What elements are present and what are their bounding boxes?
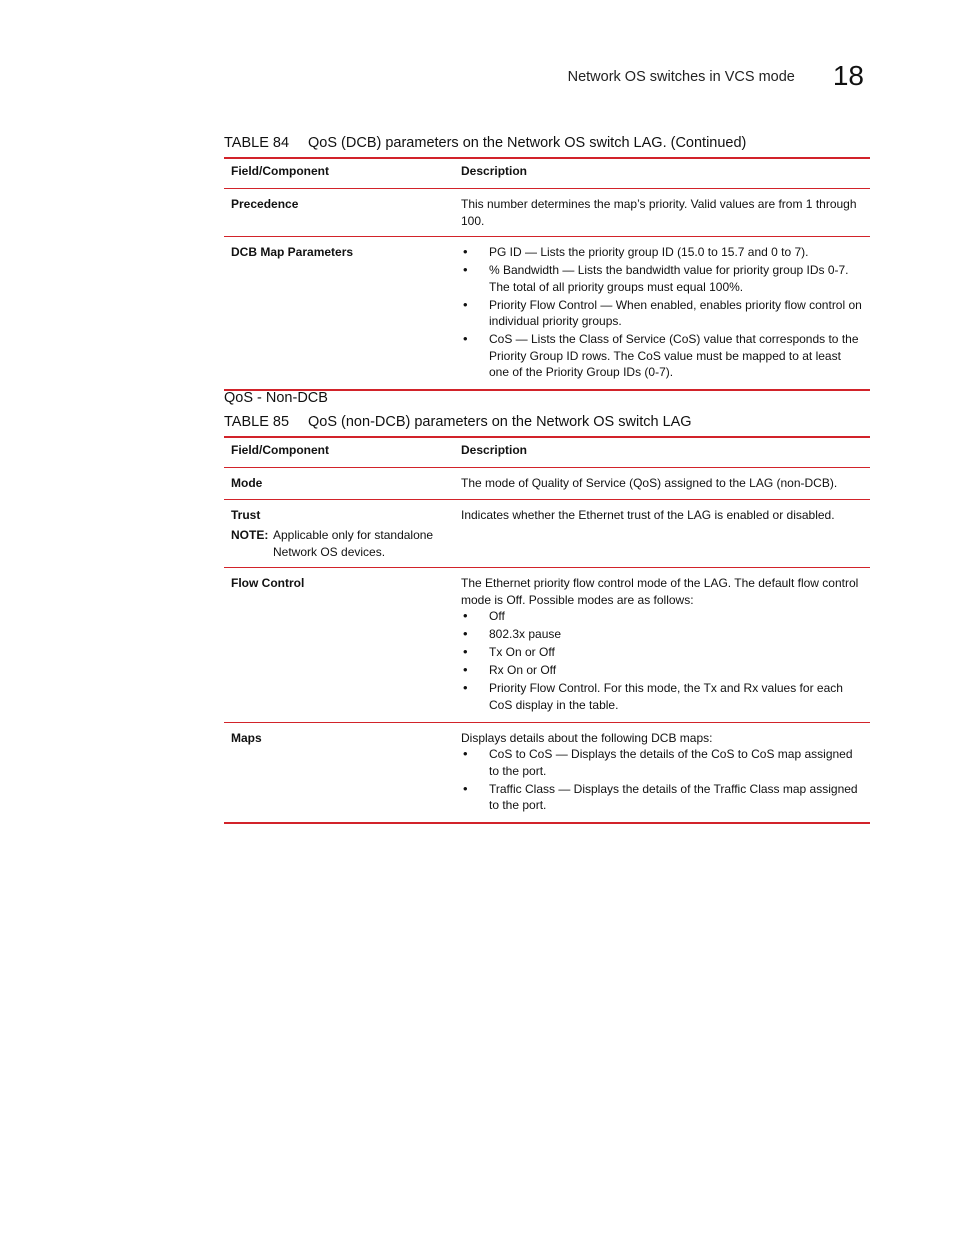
row-description — [454, 722, 870, 823]
table-85-caption — [224, 414, 692, 430]
row-description: This number determines the map’s priority. Valid values are from 1 through 100. — [454, 189, 870, 237]
bullet-icon: • — [463, 244, 468, 259]
list-item — [461, 781, 863, 814]
list-item-text: 802.3x pause — [489, 627, 562, 641]
row-description-intro: The Ethernet priority flow control mode of the LAG. The default flow control mode is Off. Possible modes are as follows: — [461, 576, 859, 607]
bullet-list — [461, 244, 863, 381]
list-item — [461, 262, 863, 295]
table-85 — [224, 436, 870, 824]
table-header-row — [224, 437, 870, 468]
note — [231, 527, 447, 560]
list-item — [461, 680, 863, 713]
row-field-maps: Maps — [224, 722, 454, 823]
table-row — [224, 189, 870, 237]
table-header-row — [224, 158, 870, 189]
table-84 — [224, 157, 870, 391]
column-header-field: Field/Component — [224, 437, 454, 468]
row-description — [454, 237, 870, 391]
bullet-icon: • — [463, 780, 468, 796]
bullet-list — [461, 608, 863, 713]
bullet-icon: • — [463, 331, 468, 346]
note-text: Applicable only for standalone Network OS devices. — [273, 528, 434, 559]
table-row — [224, 568, 870, 723]
bullet-icon: • — [463, 746, 468, 761]
list-item-text: PG ID — Lists the priority group ID (15.0 to 15.7 and 0 to 7). — [489, 245, 809, 259]
list-item-text: Traffic Class — Displays the details of the Traffic Class map assigned to the port. — [489, 781, 858, 812]
row-field-label: Trust — [231, 507, 261, 522]
table-row — [224, 499, 870, 568]
running-head — [264, 62, 864, 90]
column-header-description: Description — [454, 437, 870, 468]
bullet-icon: • — [463, 644, 468, 659]
column-header-description: Description — [454, 158, 870, 189]
row-field-precedence: Precedence — [224, 189, 454, 237]
list-item — [461, 297, 863, 330]
table-row — [224, 722, 870, 823]
list-item-text: CoS to CoS — Displays the details of the CoS to CoS map assigned to the port. — [489, 747, 853, 778]
list-item-text: % Bandwidth — Lists the bandwidth value for priority group IDs 0-7. The total of all priority groups must equal 100%. — [489, 263, 849, 294]
row-description: The mode of Quality of Service (QoS) assigned to the LAG (non-DCB). — [454, 468, 870, 500]
table-84-title: QoS (DCB) parameters on the Network OS switch LAG. (Continued) — [308, 135, 747, 151]
row-field-flow-control: Flow Control — [224, 568, 454, 723]
table-85-number: TABLE 85 — [224, 414, 290, 430]
list-item — [461, 244, 863, 261]
table-85-title: QoS (non-DCB) parameters on the Network OS switch LAG — [308, 414, 692, 430]
table-row — [224, 237, 870, 391]
row-field-trust — [224, 499, 454, 568]
list-item — [461, 746, 863, 779]
column-header-field: Field/Component — [224, 158, 454, 189]
bullet-icon: • — [463, 626, 468, 641]
list-item — [461, 331, 863, 381]
row-description: Indicates whether the Ethernet trust of the LAG is enabled or disabled. — [454, 499, 870, 568]
bullet-icon: • — [463, 262, 468, 277]
note-label: NOTE: — [231, 528, 269, 542]
table-row — [224, 468, 870, 500]
list-item-text: Rx On or Off — [489, 663, 557, 677]
list-item-text: Priority Flow Control. For this mode, the Tx and Rx values for each CoS display in the table. — [489, 681, 843, 712]
table-84-number: TABLE 84 — [224, 135, 290, 151]
chapter-number: 18 — [832, 60, 864, 91]
list-item-text: Off — [489, 609, 505, 623]
bullet-icon: • — [463, 680, 468, 695]
list-item — [461, 608, 863, 625]
list-item — [461, 626, 863, 643]
bullet-icon: • — [463, 662, 468, 677]
section-heading: QoS - Non-DCB — [224, 390, 328, 406]
list-item-text: Priority Flow Control — When enabled, enables priority flow control on individual priority groups. — [489, 297, 862, 328]
bullet-list — [461, 746, 863, 814]
bullet-icon: • — [463, 296, 468, 312]
bullet-icon: • — [463, 608, 468, 623]
row-field-dcb-map-parameters: DCB Map Parameters — [224, 237, 454, 391]
row-description-intro: Displays details about the following DCB maps: — [461, 730, 713, 745]
row-field-mode: Mode — [224, 468, 454, 500]
list-item-text: CoS — Lists the Class of Service (CoS) value that corresponds to the Priority Group ID rows. The CoS value must be mapped to at least one of the Priority Group IDs (0-7). — [489, 332, 859, 379]
list-item-text: Tx On or Off — [489, 645, 555, 659]
table-84-caption — [224, 135, 746, 151]
list-item — [461, 662, 863, 679]
row-description — [454, 568, 870, 723]
running-head-title: Network OS switches in VCS mode — [567, 69, 795, 85]
list-item — [461, 644, 863, 661]
